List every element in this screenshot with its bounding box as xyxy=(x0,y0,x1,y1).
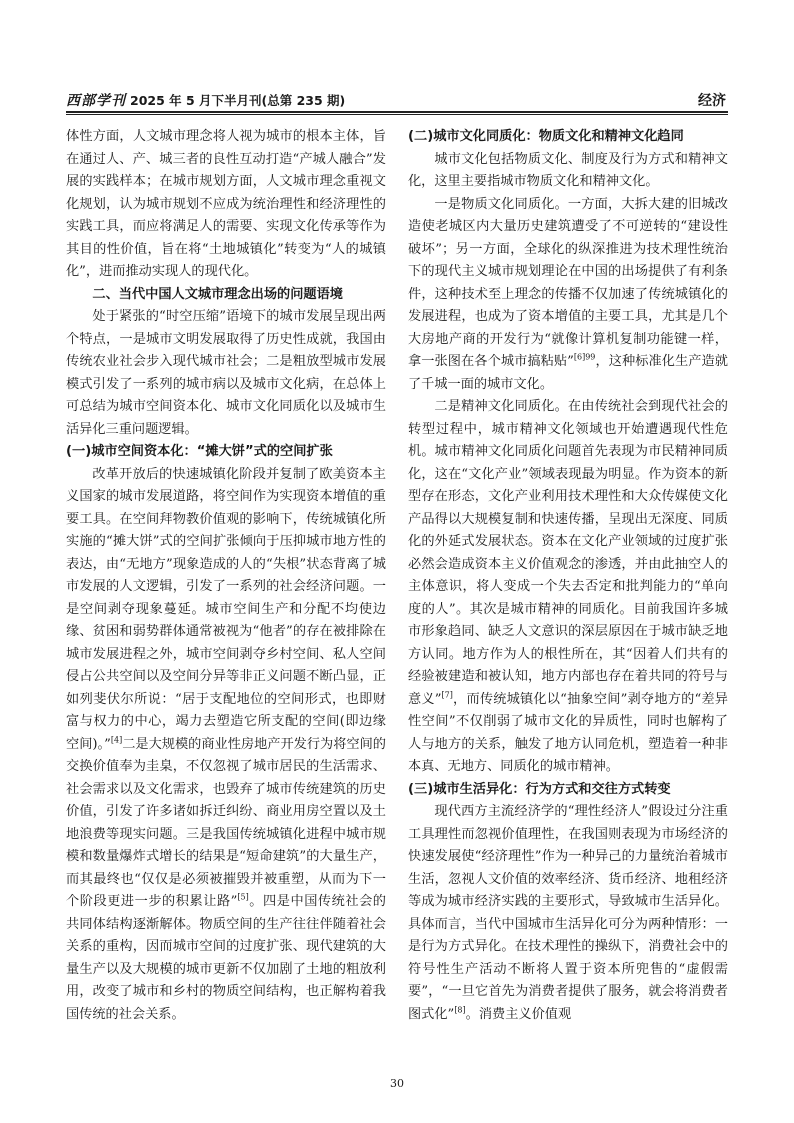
text-run: 。四是中国传统社会的共同体结构逐渐解体。物质空间的生产往往伴随着社会关系的重构，因而城市空间的过度扩张、现代建筑的大量生产以及大规模的城市更新不仅加剧了土地的粗放利用，改变了城市和乡村的物质空间结构，也正解构着我国传统的社会关系。 xyxy=(66,894,386,1022)
text-run: 。消费主义价值观 xyxy=(465,1006,572,1022)
citation-ref: [6]99 xyxy=(573,352,596,362)
subsection-heading: (二)城市文化同质化：物质文化和精神文化趋同 xyxy=(408,129,684,144)
citation-ref: [5] xyxy=(237,892,249,902)
running-header xyxy=(66,88,728,110)
text-run: ，而传统城镇化以“抽象空间”剥夺地方的“差异性空间”不仅削弱了城市文化的异质性，同时也解构了人与地方的关系，触发了地方认同危机，塑造着一种非本真、无地方、同质化的城市精神。 xyxy=(408,691,728,774)
text-run: 现代西方主流经济学的“理性经济人”假设过分注重工具理性而忽视价值理性，在我国则表现为市场经济的快速发展使“经济理性”作为一种异己的力量统治着城市生活，忽视人文价值的效率经济、货币经济、地租经济等成为城市经济实践的主要形式，导致城市生活异化。具体而言，当代中国城市生活异化可分为两种情形：一是行为方式异化。在技术理性的操纵下，消费社会中的符号性生产活动不断将人置于资本所兜售的“虚假需要”，“一旦它首先为消费者提供了服务，就会将消费者图式化” xyxy=(408,804,728,1022)
subsection-heading: (三)城市生活异化：行为方式和交往方式转变 xyxy=(408,781,671,797)
paragraph xyxy=(408,396,728,779)
citation-ref: [7] xyxy=(441,690,453,700)
paragraph: 体性方面，人文城市理念将人视为城市的根本主体，旨在通过人、产、城三者的良性互动打造“产城人融合”发展的实践样本；在城市规划方面，人文城市理念重视文化规划，认为城市规划不应成为统治理性和经济理性的实践工具，而应将满足人的需要、实现文化传承等作为其目的性价值，旨在将“土地城镇化”转变为“人的城镇化”，进而推动实现人的现代化。 xyxy=(66,129,386,279)
header-rule-thick xyxy=(66,111,728,113)
paragraph xyxy=(408,194,728,397)
paragraph xyxy=(408,801,728,1026)
left-column xyxy=(66,126,386,1026)
journal-logo: 西部学刊 xyxy=(66,93,126,109)
text-run: 一是物质文化同质化。一方面，大拆大建的旧城改造使老城区内大量历史建筑遭受了不可逆转的“建设性破坏”；另一方面，全球化的纵深推进为技术理性统治下的现代主义城市规划理论在中国的出场提供了有利条件，这种技术至上理念的传播不仅加速了传统城镇化的发展进程，也成为了资本增值的主要工具，尤其是几个大房地产商的开发行为“就像计算机复制功能键一样，拿一张图在各个城市搞粘贴” xyxy=(408,196,728,369)
paragraph: 处于紧张的“时空压缩”语境下的城市发展呈现出两个特点，一是城市文明发展取得了历史性成就，我国由传统农业社会步入现代城市社会；二是粗放型城市发展模式引发了一系列的城市病以及城市文化病，在总体上可总结为城市空间资本化、城市文化同质化以及城市生活异化三重问题逻辑。 xyxy=(66,309,386,437)
header-rule-thin xyxy=(66,114,728,115)
text-run: ，这种标准化生产造就了千城一面的城市文化。 xyxy=(408,354,728,392)
text-run: 改革开放后的快速城镇化阶段并复制了欧美资本主义国家的城市发展道路，将空间作为实现资本增值的重要工具。在空间拜物教价值观的影响下，传统城镇化所实施的“摊大饼”式的空间扩张倾向于压抑城市地方性的表达，由“无地方”现象造成的人的“失根”状态背离了城市发展的人文逻辑，引发了一系列的社会经济问题。一是空间剥夺现象蔓延。城市空间生产和分配不均使边缘、贫困和弱势群体通常被视为“他者”的存在被排除在城市发展进程之外，城市空间剥夺乡村空间、私人空间侵占公共空间以及空间分异等非正义问题不断凸显，正如列斐伏尔所说：“居于支配地位的空间形式，也即财富与权力的中心，竭力去塑造它所支配的空间(即边缘空间)。” xyxy=(66,466,386,752)
citation-ref: [8] xyxy=(454,1005,466,1015)
text-run: 二是精神文化同质化。在由传统社会到现代社会的转型过程中，城市精神文化领域也开始遭遇现代性危机。城市精神文化同质化问题首先表现为市民精神同质化，这在“文化产业”领域表现最为明显。作为资本的新型存在形态，文化产业利用技术理性和大众传媒使文化产品得以大规模复制和快速传播，呈现出无深度、同质化的外延式发展状态。资本在文化产业领域的过度扩张必然会造成资本主义价值观念的渗透，并由此抽空人的主体意识，将人变成一个失去否定和批判能力的“单向度的人”。其次是城市精神的同质化。目前我国许多城市形象趋同、缺乏人文意识的深层原因在于城市缺乏地方认同。地方作为人的根性所在，其“因着人们共有的经验被建造和被认知，地方内部也存在着共同的符号与意义” xyxy=(408,399,728,707)
right-column xyxy=(408,126,728,1026)
subsection-heading: (一)城市空间资本化：“摊大饼”式的空间扩张 xyxy=(66,444,333,459)
citation-ref: [4] xyxy=(110,735,123,745)
section-label: 经济 xyxy=(698,93,726,109)
text-run: 二是大规模的商业性房地产开发行为将空间的交换价值奉为圭臬，不仅忽视了城市居民的生活需求、社会需求以及文化需求，也毁弃了城市传统建筑的历史价值，引发了许多诸如拆迁纠纷、商业用房空置以及土地浪费等现实问题。三是我国传统城镇化进程中城市规模和数量爆炸式增长的结果是“短命建筑”的大量生产，而其最终也“仅仅是必须被摧毁并被重塑，从而为下一个阶段更进一步的积累让路” xyxy=(66,736,386,909)
issue-info: 2025 年 5 月下半月刊(总第 235 期) xyxy=(130,93,346,108)
page-number: 30 xyxy=(390,1077,404,1090)
paragraph xyxy=(66,464,386,1027)
paragraph: 城市文化包括物质文化、制度及行为方式和精神文化，这里主要指城市物质文化和精神文化。 xyxy=(408,151,728,189)
section-heading: 二、当代中国人文城市理念出场的问题语境 xyxy=(92,286,343,302)
